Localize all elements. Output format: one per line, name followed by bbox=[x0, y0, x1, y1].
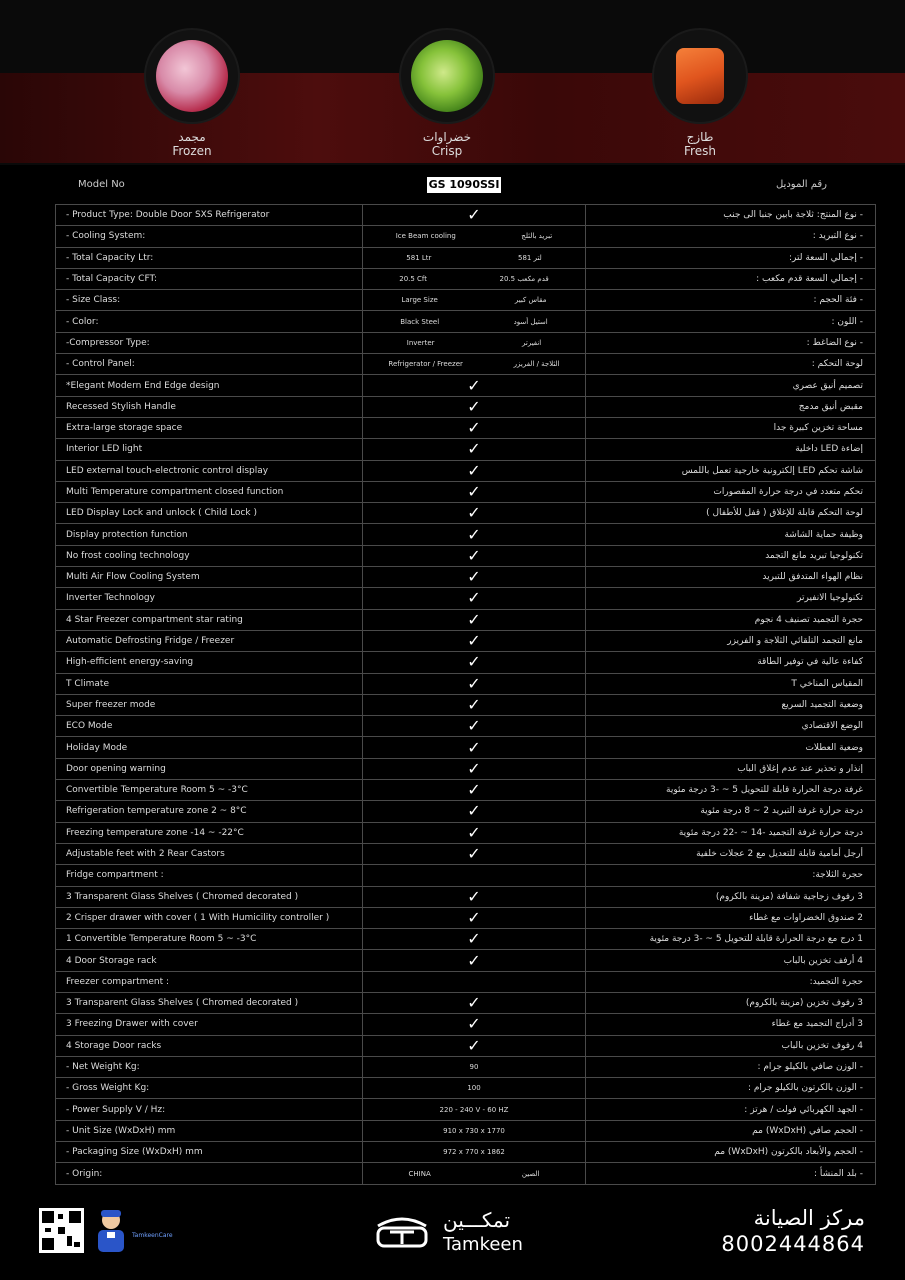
qr-code-icon bbox=[39, 1208, 84, 1253]
check-icon: ✓ bbox=[467, 503, 481, 523]
spec-label-ar: إنذار و تحذير عند عدم إغلاق الباب bbox=[586, 758, 876, 779]
spec-label-en: 4 Storage Door racks bbox=[56, 1035, 363, 1056]
spec-value bbox=[363, 950, 586, 971]
spec-label-en: 3 Freezing Drawer with cover bbox=[56, 1014, 363, 1035]
spec-row bbox=[56, 822, 876, 843]
spec-value bbox=[363, 843, 586, 864]
spec-label-ar: 1 درج مع درجة الحرارة قابلة للتحويل 5 ~ -3 درجة مئوية bbox=[586, 929, 876, 950]
spec-value: 90 bbox=[363, 1056, 586, 1077]
spec-label-ar: غرفة درجة الحرارة قابلة للتحويل 5 ~ -3 درجة مئوية bbox=[586, 780, 876, 801]
spec-value bbox=[363, 417, 586, 438]
spec-value: 100 bbox=[363, 1078, 586, 1099]
spec-value bbox=[363, 481, 586, 502]
spec-label-en: Refrigeration temperature zone 2 ~ 8°C bbox=[56, 801, 363, 822]
spec-value bbox=[363, 609, 586, 630]
spec-row bbox=[56, 886, 876, 907]
spec-label-en: 4 Star Freezer compartment star rating bbox=[56, 609, 363, 630]
check-icon: ✓ bbox=[467, 631, 481, 651]
check-icon: ✓ bbox=[467, 694, 481, 714]
brand-name-ar: تمكـــين bbox=[443, 1208, 511, 1232]
spec-label-en: - Net Weight Kg: bbox=[56, 1056, 363, 1077]
check-icon: ✓ bbox=[467, 1014, 481, 1034]
spec-label-ar: - إجمالي السعة لتر: bbox=[586, 247, 876, 268]
spec-label-ar: - نوع المنتج: ثلاجة بابين جنبا الى جنب bbox=[586, 205, 876, 226]
spec-row bbox=[56, 737, 876, 758]
spec-value bbox=[363, 205, 586, 226]
spec-value bbox=[363, 971, 586, 992]
spec-label-ar: درجة حرارة غرفة التبريد 2 ~ 8 درجة مئوية bbox=[586, 801, 876, 822]
spec-label-en: Recessed Stylish Handle bbox=[56, 396, 363, 417]
spec-label-ar: - الحجم صافي (WxDxH) مم bbox=[586, 1120, 876, 1141]
spec-label-ar: حجرة الثلاجة: bbox=[586, 865, 876, 886]
spec-label-ar: لوحة التحكم : bbox=[586, 354, 876, 375]
spec-row bbox=[56, 971, 876, 992]
spec-label-ar: - نوع التبريد : bbox=[586, 226, 876, 247]
spec-label-ar: الوضع الاقتصادي bbox=[586, 716, 876, 737]
spec-label-en: - Color: bbox=[56, 311, 363, 332]
spec-value-en: Black Steel bbox=[400, 317, 440, 326]
spec-row bbox=[56, 417, 876, 438]
model-row bbox=[55, 174, 850, 198]
spec-value bbox=[363, 907, 586, 928]
spec-value-ar: مقاس كبير bbox=[514, 296, 547, 305]
spec-row bbox=[56, 609, 876, 630]
spec-label-en: 4 Door Storage rack bbox=[56, 950, 363, 971]
spec-label-ar: - فئة الحجم : bbox=[586, 290, 876, 311]
category-label-en: Crisp bbox=[431, 144, 463, 158]
spec-row bbox=[56, 929, 876, 950]
spec-label-en: 3 Transparent Glass Shelves ( Chromed decorated ) bbox=[56, 886, 363, 907]
spec-label-en: - Control Panel: bbox=[56, 354, 363, 375]
spec-label-en: - Product Type: Double Door SXS Refrigerator bbox=[56, 205, 363, 226]
check-icon: ✓ bbox=[467, 673, 481, 693]
check-icon: ✓ bbox=[467, 652, 481, 672]
spec-value bbox=[363, 460, 586, 481]
spec-label-ar: كفاءة عالية في توفير الطاقة bbox=[586, 652, 876, 673]
spec-value bbox=[363, 332, 586, 353]
check-icon: ✓ bbox=[467, 822, 481, 842]
spec-value bbox=[363, 375, 586, 396]
spec-value-ar: استيل أسود bbox=[513, 317, 548, 326]
spec-label-en: *Elegant Modern End Edge design bbox=[56, 375, 363, 396]
spec-label-ar: - الجهد الكهربائي فولت / هرتز : bbox=[586, 1099, 876, 1120]
spec-row bbox=[56, 1078, 876, 1099]
spec-label-ar: - اللون : bbox=[586, 311, 876, 332]
spec-label-en: Freezing temperature zone -14 ~ -22°C bbox=[56, 822, 363, 843]
spec-label-ar: 3 رفوف زجاجية شفافة (مزينة بالكروم) bbox=[586, 886, 876, 907]
category-crisp bbox=[367, 0, 527, 158]
spec-row bbox=[56, 524, 876, 545]
category-label-en: Fresh bbox=[684, 144, 716, 158]
spec-value bbox=[363, 567, 586, 588]
spec-value bbox=[363, 268, 586, 289]
spec-value bbox=[363, 311, 586, 332]
service-center-title: مركز الصيانة bbox=[753, 1206, 865, 1230]
spec-value-ar: انفيرتر bbox=[522, 338, 542, 347]
check-icon: ✓ bbox=[467, 205, 481, 225]
category-label-ar: خضراوات bbox=[422, 130, 472, 144]
ice-cream-bowl-icon bbox=[146, 30, 238, 122]
spec-label-ar: تصميم أنيق عصري bbox=[586, 375, 876, 396]
check-icon: ✓ bbox=[467, 460, 481, 480]
spec-label-en: 2 Crisper drawer with cover ( 1 With Humicility controller ) bbox=[56, 907, 363, 928]
spec-label-en: Adjustable feet with 2 Rear Castors bbox=[56, 843, 363, 864]
tamkeen-logo-icon bbox=[372, 1214, 432, 1250]
spec-row bbox=[56, 673, 876, 694]
spec-row bbox=[56, 716, 876, 737]
spec-label-en: High-efficient energy-saving bbox=[56, 652, 363, 673]
spec-value bbox=[363, 354, 586, 375]
spec-label-en: Multi Temperature compartment closed function bbox=[56, 481, 363, 502]
spec-row bbox=[56, 503, 876, 524]
spec-table bbox=[55, 204, 876, 1185]
check-icon: ✓ bbox=[467, 588, 481, 608]
spec-row bbox=[56, 354, 876, 375]
check-icon: ✓ bbox=[467, 524, 481, 544]
spec-label-en: - Unit Size (WxDxH) mm bbox=[56, 1120, 363, 1141]
spec-label-en: 3 Transparent Glass Shelves ( Chromed decorated ) bbox=[56, 992, 363, 1013]
spec-label-en: Extra-large storage space bbox=[56, 417, 363, 438]
spec-label-en: - Size Class: bbox=[56, 290, 363, 311]
spec-row bbox=[56, 588, 876, 609]
spec-row bbox=[56, 1014, 876, 1035]
spec-label-ar: المقياس المناخي T bbox=[586, 673, 876, 694]
spec-value: 910 x 730 x 1770 bbox=[363, 1120, 586, 1141]
category-label-ar: مجمد bbox=[178, 130, 206, 144]
spec-label-en: - Total Capacity CFT: bbox=[56, 268, 363, 289]
spec-row bbox=[56, 439, 876, 460]
spec-label-en: Interior LED light bbox=[56, 439, 363, 460]
category-label-en: Frozen bbox=[172, 144, 212, 158]
check-icon: ✓ bbox=[467, 737, 481, 757]
spec-row bbox=[56, 694, 876, 715]
spec-label-ar: أرجل أمامية قابلة للتعديل مع 2 عجلات خلفية bbox=[586, 843, 876, 864]
check-icon: ✓ bbox=[467, 907, 481, 927]
spec-label-ar: تكنولوجيا تبريد مانع التجمد bbox=[586, 545, 876, 566]
spec-label-ar: وظيفة حماية الشاشة bbox=[586, 524, 876, 545]
spec-row bbox=[56, 545, 876, 566]
spec-label-en: No frost cooling technology bbox=[56, 545, 363, 566]
spec-value bbox=[363, 929, 586, 950]
spec-label-ar: 2 صندوق الخضراوات مع غطاء bbox=[586, 907, 876, 928]
spec-label-ar: تكنولوجيا الانفيرتر bbox=[586, 588, 876, 609]
spec-value bbox=[363, 652, 586, 673]
spec-label-ar: لوحة التحكم قابلة للإغلاق ( قفل للأطفال ) bbox=[586, 503, 876, 524]
spec-label-en: Multi Air Flow Cooling System bbox=[56, 567, 363, 588]
spec-value-ar: الصين bbox=[521, 1169, 540, 1178]
spec-row bbox=[56, 567, 876, 588]
spec-row bbox=[56, 332, 876, 353]
hero-banner bbox=[0, 0, 905, 165]
spec-row bbox=[56, 907, 876, 928]
check-icon: ✓ bbox=[467, 396, 481, 416]
spec-label-en: - Origin: bbox=[56, 1163, 363, 1184]
spec-row bbox=[56, 801, 876, 822]
spec-row bbox=[56, 1056, 876, 1077]
spec-row bbox=[56, 396, 876, 417]
spec-row bbox=[56, 375, 876, 396]
spec-label-ar: إضاءة LED داخلية bbox=[586, 439, 876, 460]
spec-row bbox=[56, 652, 876, 673]
spec-value bbox=[363, 737, 586, 758]
category-label-ar: طازج bbox=[686, 130, 714, 144]
spec-row bbox=[56, 780, 876, 801]
spec-value bbox=[363, 503, 586, 524]
spec-label-en: - Total Capacity Ltr: bbox=[56, 247, 363, 268]
spec-label-ar: مساحة تخزين كبيرة جدا bbox=[586, 417, 876, 438]
spec-value bbox=[363, 247, 586, 268]
spec-label-en: Convertible Temperature Room 5 ~ -3°C bbox=[56, 780, 363, 801]
category-fresh bbox=[620, 0, 780, 158]
spec-row bbox=[56, 247, 876, 268]
spec-label-ar: - الوزن بالكرتون بالكيلو جرام : bbox=[586, 1078, 876, 1099]
spec-label-ar: 4 رفوف تخزين بالباب bbox=[586, 1035, 876, 1056]
spec-value-ar: الثلاجة / الفريزر bbox=[513, 360, 560, 369]
spec-label-en: Door opening warning bbox=[56, 758, 363, 779]
check-icon: ✓ bbox=[467, 716, 481, 736]
spec-value bbox=[363, 801, 586, 822]
spec-value bbox=[363, 1163, 586, 1184]
check-icon: ✓ bbox=[467, 780, 481, 800]
spec-label-ar: 3 رفوف تخزين (مزينة بالكروم) bbox=[586, 992, 876, 1013]
service-center-number: 8002444864 bbox=[721, 1232, 865, 1256]
spec-row bbox=[56, 1120, 876, 1141]
spec-label-en: Display protection function bbox=[56, 524, 363, 545]
model-label-ar: رقم الموديل bbox=[775, 179, 827, 190]
spec-label-en: Super freezer mode bbox=[56, 694, 363, 715]
spec-label-en: LED external touch-electronic control display bbox=[56, 460, 363, 481]
spec-label-ar: - الوزن صافي بالكيلو جرام : bbox=[586, 1056, 876, 1077]
spec-label-ar: - نوع الضاغط : bbox=[586, 332, 876, 353]
spec-value-en: CHINA bbox=[408, 1169, 431, 1178]
spec-value-en: Inverter bbox=[406, 338, 435, 347]
spec-label-ar: شاشة تحكم LED إلكترونية خارجية تعمل باللمس bbox=[586, 460, 876, 481]
footer bbox=[0, 1196, 905, 1280]
spec-value bbox=[363, 992, 586, 1013]
brand-name-en: Tamkeen bbox=[443, 1234, 523, 1255]
spec-label-ar: حجرة التجميد: bbox=[586, 971, 876, 992]
model-label-en: Model No bbox=[78, 179, 125, 190]
spec-row bbox=[56, 1163, 876, 1184]
spec-label-en: ECO Mode bbox=[56, 716, 363, 737]
spec-row bbox=[56, 630, 876, 651]
spec-label-en: Fridge compartment : bbox=[56, 865, 363, 886]
spec-row bbox=[56, 950, 876, 971]
spec-value bbox=[363, 439, 586, 460]
spec-value-en: Refrigerator / Freezer bbox=[388, 360, 463, 369]
spec-row bbox=[56, 311, 876, 332]
salmon-plate-icon bbox=[654, 30, 746, 122]
spec-label-ar: - إجمالي السعة قدم مكعب : bbox=[586, 268, 876, 289]
spec-label-en: - Packaging Size (WxDxH) mm bbox=[56, 1142, 363, 1163]
spec-label-en: - Power Supply V / Hz: bbox=[56, 1099, 363, 1120]
spec-value bbox=[363, 1035, 586, 1056]
spec-value bbox=[363, 780, 586, 801]
spec-label-ar: - الحجم والأبعاد بالكرتون (WxDxH) مم bbox=[586, 1142, 876, 1163]
spec-value bbox=[363, 716, 586, 737]
check-icon: ✓ bbox=[467, 482, 481, 501]
spec-label-ar: تحكم متعدد في درجة حرارة المقصورات bbox=[586, 481, 876, 502]
spec-row bbox=[56, 290, 876, 311]
spec-label-ar: - بلد المنشأ : bbox=[586, 1163, 876, 1184]
spec-label-en: Holiday Mode bbox=[56, 737, 363, 758]
spec-label-ar: 4 أرفف تخزين بالباب bbox=[586, 950, 876, 971]
spec-label-en: T Climate bbox=[56, 673, 363, 694]
spec-value: 220 - 240 V - 60 HZ bbox=[363, 1099, 586, 1120]
check-icon: ✓ bbox=[467, 886, 481, 906]
spec-label-en: Inverter Technology bbox=[56, 588, 363, 609]
spec-label-ar: وضعية العطلات bbox=[586, 737, 876, 758]
spec-value bbox=[363, 758, 586, 779]
spec-label-en: - Cooling System: bbox=[56, 226, 363, 247]
check-icon: ✓ bbox=[467, 609, 481, 629]
spec-row bbox=[56, 1142, 876, 1163]
spec-value bbox=[363, 545, 586, 566]
spec-row bbox=[56, 758, 876, 779]
spec-row bbox=[56, 268, 876, 289]
check-icon: ✓ bbox=[467, 844, 481, 864]
check-icon: ✓ bbox=[467, 545, 481, 565]
service-mascot-icon bbox=[90, 1208, 132, 1253]
spec-value bbox=[363, 396, 586, 417]
spec-label-ar: مقبض أنيق مدمج bbox=[586, 396, 876, 417]
spec-label-ar: وضعية التجميد السريع bbox=[586, 694, 876, 715]
spec-value bbox=[363, 822, 586, 843]
check-icon: ✓ bbox=[467, 758, 481, 778]
spec-value-en: Ice Beam cooling bbox=[395, 232, 456, 241]
check-icon: ✓ bbox=[467, 929, 481, 949]
spec-value bbox=[363, 886, 586, 907]
spec-row bbox=[56, 1035, 876, 1056]
spec-value bbox=[363, 524, 586, 545]
spec-label-ar: درجة حرارة غرفة التجميد -14 ~ -22 درجة مئوية bbox=[586, 822, 876, 843]
lettuce-bowl-icon bbox=[401, 30, 493, 122]
spec-row bbox=[56, 226, 876, 247]
spec-value bbox=[363, 588, 586, 609]
spec-value-en: 20.5 Cft bbox=[399, 275, 428, 284]
spec-label-ar: حجرة التجميد تصنيف 4 نجوم bbox=[586, 609, 876, 630]
check-icon: ✓ bbox=[467, 950, 481, 970]
spec-label-ar: مانع التجمد التلقائي الثلاجة و الفريزر bbox=[586, 630, 876, 651]
spec-value-en: 581 Ltr bbox=[406, 253, 432, 262]
spec-row bbox=[56, 205, 876, 226]
spec-row bbox=[56, 992, 876, 1013]
spec-value bbox=[363, 290, 586, 311]
spec-value bbox=[363, 865, 586, 886]
tamkeen-care-logo: TamkeenCare bbox=[132, 1232, 173, 1239]
check-icon: ✓ bbox=[467, 801, 481, 821]
category-frozen bbox=[112, 0, 272, 158]
check-icon: ✓ bbox=[467, 418, 481, 438]
check-icon: ✓ bbox=[467, 567, 481, 587]
spec-label-en: 1 Convertible Temperature Room 5 ~ -3°C bbox=[56, 929, 363, 950]
spec-row bbox=[56, 865, 876, 886]
spec-value: 972 x 770 x 1862 bbox=[363, 1142, 586, 1163]
check-icon: ✓ bbox=[467, 993, 481, 1013]
spec-value bbox=[363, 1014, 586, 1035]
check-icon: ✓ bbox=[467, 1035, 481, 1055]
spec-label-ar: 3 أدراج التجميد مع غطاء bbox=[586, 1014, 876, 1035]
spec-value bbox=[363, 226, 586, 247]
check-icon: ✓ bbox=[467, 439, 481, 459]
spec-label-en: - Gross Weight Kg: bbox=[56, 1078, 363, 1099]
spec-label-en: Freezer compartment : bbox=[56, 971, 363, 992]
spec-row bbox=[56, 481, 876, 502]
spec-value bbox=[363, 694, 586, 715]
spec-row bbox=[56, 843, 876, 864]
spec-value-ar: تبريد بالثلج bbox=[521, 232, 553, 241]
spec-label-en: LED Display Lock and unlock ( Child Lock ) bbox=[56, 503, 363, 524]
model-number: GS 1090SSI bbox=[428, 178, 500, 191]
spec-label-en: -Compressor Type: bbox=[56, 332, 363, 353]
spec-value bbox=[363, 673, 586, 694]
spec-value-ar: 581 لتر bbox=[518, 253, 542, 262]
spec-label-en: Automatic Defrosting Fridge / Freezer bbox=[56, 630, 363, 651]
spec-row bbox=[56, 1099, 876, 1120]
spec-row bbox=[56, 460, 876, 481]
spec-label-ar: نظام الهواء المتدفق للتبريد bbox=[586, 567, 876, 588]
spec-value bbox=[363, 630, 586, 651]
spec-value-en: Large Size bbox=[401, 296, 438, 305]
spec-value-ar: 20.5 قدم مكعب bbox=[499, 275, 549, 284]
check-icon: ✓ bbox=[467, 375, 481, 395]
